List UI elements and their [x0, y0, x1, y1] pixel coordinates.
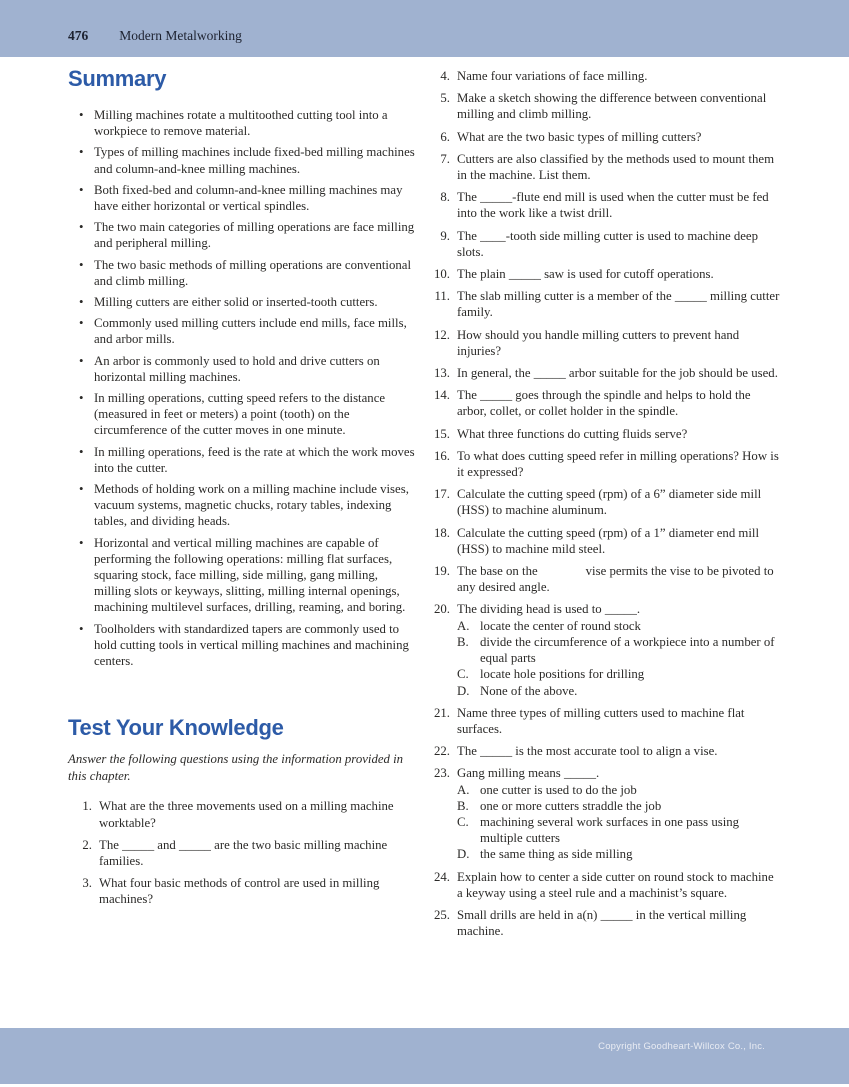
option-text: locate the center of round stock	[480, 618, 641, 633]
quiz-heading: Test Your Knowledge	[68, 715, 284, 741]
question-option	[457, 798, 780, 814]
question-item	[426, 601, 780, 698]
summary-bullet: • The two basic methods of milling operations are conventional and climb milling.	[68, 257, 416, 289]
option-letter: C.	[457, 814, 469, 829]
question-number: 8.	[440, 190, 450, 205]
question-item	[426, 327, 780, 359]
question-item	[426, 705, 780, 737]
option-text: None of the above.	[480, 683, 578, 698]
question-text: The base on the vise permits the vise to be pivoted to any desired angle.	[457, 564, 774, 595]
question-number: 24.	[434, 869, 450, 884]
question-item	[68, 837, 416, 869]
question-text: Make a sketch showing the difference between conventional milling and climb milling.	[457, 91, 767, 122]
question-item	[426, 907, 780, 939]
option-letter: C.	[457, 667, 469, 682]
question-item	[426, 448, 780, 480]
question-text: Gang milling means _____. A. one cutter is used to do the job B. one or more cutters straddle the job C. machining several work surfaces in one pass using multiple cutters D. the same thing as side milling	[457, 765, 780, 862]
question-number: 16.	[434, 448, 450, 463]
question-text: Explain how to center a side cutter on round stock to machine a keyway using a steel rule and a machinist’s square.	[457, 869, 774, 900]
question-text: In general, the _____ arbor suitable for the job should be used.	[457, 366, 778, 381]
question-text: Name three types of milling cutters used to machine flat surfaces.	[457, 705, 745, 736]
running-header	[68, 28, 242, 43]
option-text: machining several work surfaces in one pass using multiple cutters	[480, 814, 740, 846]
copyright-notice: Copyright Goodheart-Willcox Co., Inc.	[598, 1041, 765, 1052]
question-option	[457, 618, 780, 634]
question-number: 18.	[434, 525, 450, 540]
summary-bullet: • Commonly used milling cutters include end mills, face mills, and arbor mills.	[68, 315, 416, 347]
summary-bullet: • An arbor is commonly used to hold and drive cutters on horizontal milling machines.	[68, 353, 416, 385]
question-text: The _____ goes through the spindle and helps to hold the arbor, collet, or collet holder in the spindle.	[457, 388, 751, 419]
header-band	[0, 0, 849, 57]
summary-bullet: • The two main categories of milling operations are face milling and peripheral milling.	[68, 219, 416, 251]
question-text: What are the three movements used on a milling machine worktable?	[99, 799, 394, 830]
question-item	[426, 288, 780, 320]
question-text: What four basic methods of control are used in milling machines?	[99, 876, 380, 907]
question-number: 6.	[440, 129, 450, 144]
summary-bullet: • Milling cutters are either solid or inserted-tooth cutters.	[68, 294, 416, 310]
question-item	[426, 266, 780, 282]
question-number: 2.	[82, 837, 92, 852]
question-number: 9.	[440, 228, 450, 243]
question-number: 7.	[440, 151, 450, 166]
question-number: 22.	[434, 744, 450, 759]
summary-list	[68, 107, 416, 669]
question-text: Calculate the cutting speed (rpm) of a 1” diameter end mill (HSS) to machine mild steel.	[457, 525, 760, 556]
question-text: The ____-tooth side milling cutter is used to machine deep slots.	[457, 228, 759, 259]
question-item	[68, 875, 416, 907]
option-text: one or more cutters straddle the job	[480, 798, 662, 813]
question-option	[457, 814, 780, 846]
question-text: The slab milling cutter is a member of the _____ milling cutter family.	[457, 289, 780, 320]
question-number: 1.	[82, 799, 92, 814]
question-item	[426, 486, 780, 518]
question-text: What three functions do cutting fluids serve?	[457, 426, 688, 441]
option-text: locate hole positions for drilling	[480, 667, 645, 682]
question-text: The _____ is the most accurate tool to align a vise.	[457, 744, 718, 759]
question-text: Small drills are held in a(n) _____ in the vertical milling machine.	[457, 907, 747, 939]
question-item	[426, 151, 780, 183]
question-item	[426, 426, 780, 442]
question-number: 10.	[434, 267, 450, 282]
option-letter: A.	[457, 782, 470, 797]
question-item	[426, 228, 780, 260]
option-letter: B.	[457, 634, 469, 649]
quiz-intro: Answer the following questions using the information provided in this chapter.	[68, 752, 404, 783]
option-letter: B.	[457, 798, 469, 813]
question-item	[426, 743, 780, 759]
question-item	[426, 189, 780, 221]
question-list-left	[68, 798, 416, 907]
question-item	[68, 798, 416, 830]
question-number: 19.	[434, 564, 450, 579]
question-number: 15.	[434, 426, 450, 441]
left-column	[68, 66, 416, 914]
footer-band	[0, 1028, 849, 1084]
question-option	[457, 846, 780, 862]
question-number: 20.	[434, 602, 450, 617]
question-list-right	[426, 68, 780, 939]
question-number: 17.	[434, 487, 450, 502]
question-number: 21.	[434, 705, 450, 720]
summary-bullet: • Toolholders with standardized tapers are commonly used to hold cutting tools in vertical milling machines and machining centers.	[68, 621, 416, 670]
question-text: The _____ and _____ are the two basic milling machine families.	[99, 837, 388, 868]
question-text: To what does cutting speed refer in milling operations? How is it expressed?	[457, 448, 779, 480]
question-item	[426, 129, 780, 145]
question-text: The _____-flute end mill is used when the cutter must be fed into the work like a twist drill.	[457, 190, 769, 221]
option-letter: A.	[457, 618, 470, 633]
summary-bullet: • In milling operations, cutting speed refers to the distance (measured in feet or meters) a point (tooth) on the circumference of the cutter moves in one minute.	[68, 390, 416, 439]
option-letter: D.	[457, 683, 470, 698]
question-text: What are the two basic types of milling cutters?	[457, 129, 702, 144]
option-text: one cutter is used to do the job	[480, 782, 637, 797]
book-title: Modern Metalworking	[119, 28, 242, 43]
right-column	[426, 68, 780, 945]
question-option	[457, 683, 780, 699]
question-number: 4.	[440, 69, 450, 83]
question-item	[426, 365, 780, 381]
question-number: 12.	[434, 327, 450, 342]
summary-bullet: • In milling operations, feed is the rate at which the work moves into the cutter.	[68, 444, 416, 476]
question-item	[426, 68, 780, 84]
question-number: 14.	[434, 388, 450, 403]
question-item	[426, 90, 780, 122]
summary-bullet: • Methods of holding work on a milling machine include vises, vacuum systems, magnetic chucks, rotary tables, indexing tables, and dividing heads.	[68, 481, 416, 530]
page-number: 476	[68, 28, 89, 43]
summary-bullet: • Types of milling machines include fixed-bed milling machines and column-and-knee milling machines.	[68, 144, 416, 176]
summary-bullet: • Milling machines rotate a multitoothed cutting tool into a workpiece to remove material.	[68, 107, 416, 139]
question-option	[457, 634, 780, 666]
question-option	[457, 666, 780, 682]
option-letter: D.	[457, 847, 470, 862]
question-number: 3.	[82, 876, 92, 891]
option-text: divide the circumference of a workpiece into a number of equal parts	[480, 634, 775, 666]
question-text: Name four variations of face milling.	[457, 69, 648, 83]
question-number: 11.	[434, 289, 450, 304]
question-number: 23.	[434, 766, 450, 781]
question-item	[426, 563, 780, 595]
question-number: 5.	[440, 91, 450, 106]
question-text: The plain _____ saw is used for cutoff operations.	[457, 267, 714, 282]
question-number: 13.	[434, 366, 450, 381]
question-item	[426, 387, 780, 419]
question-item	[426, 765, 780, 862]
option-text: the same thing as side milling	[480, 847, 633, 862]
summary-heading: Summary	[68, 66, 167, 91]
question-item	[426, 525, 780, 557]
question-text: How should you handle milling cutters to prevent hand injuries?	[457, 327, 740, 358]
question-text: Cutters are also classified by the methods used to mount them in the machine. List them.	[457, 151, 775, 183]
question-number: 25.	[434, 907, 450, 922]
summary-bullet: • Both fixed-bed and column-and-knee milling machines may have either horizontal or vertical spindles.	[68, 182, 416, 214]
question-text: Calculate the cutting speed (rpm) of a 6” diameter side mill (HSS) to machine aluminum.	[457, 487, 762, 518]
question-option	[457, 782, 780, 798]
summary-bullet: • Horizontal and vertical milling machines are capable of performing the following operations: milling flat surfaces, squaring stock, face milling, side milling, gang milling, milling slots or keyways, slitting, milling internal openings, machining multilevel surfaces, drilling, reaming, and boring.	[68, 535, 416, 616]
question-item	[426, 869, 780, 901]
question-text: The dividing head is used to _____. A. locate the center of round stock B. divide the circumference of a workpiece into a number of equal parts C. locate hole positions for drilling D. None of the above.	[457, 601, 780, 698]
